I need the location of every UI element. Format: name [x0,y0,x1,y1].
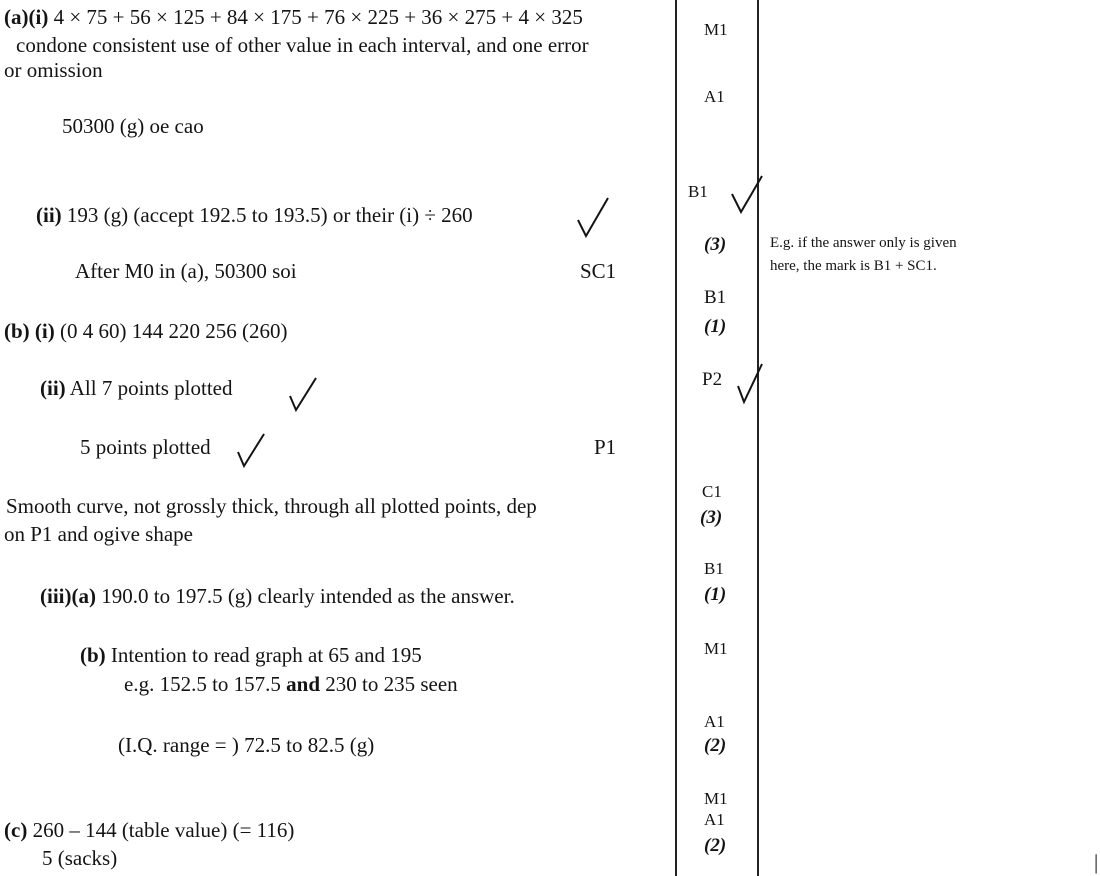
column-divider-left [675,0,677,876]
part-c-label: (c) [4,818,28,842]
tick-mark-icon [728,172,768,222]
mark-total-3: (3) [704,234,727,255]
mark-b1: B1 [688,182,708,201]
part-b-iii-line [40,584,515,608]
mark-p2: P2 [702,369,723,390]
part-b-ii-text: All 7 points plotted [65,376,233,400]
part-a-ii-after: After M0 in (a), 50300 soi [75,259,297,283]
eg-text-2: 230 to 235 seen [325,672,458,696]
part-a-ii-text: 193 (g) (accept 192.5 to 193.5) or their (i) ÷ 260 [61,203,473,227]
tick-mark-icon [234,428,270,472]
eg-text: e.g. 152.5 to 157.5 [124,672,281,696]
part-b-ii-line [40,376,233,400]
part-a-ii-sc: SC1 [580,259,617,283]
iq-range-text: (I.Q. range = ) 72.5 to 82.5 (g) [118,733,375,757]
tick-mark-icon [734,360,768,410]
guidance-line-2: here, the mark is B1 + SC1. [770,258,937,274]
mark-b1-third: B1 [704,559,724,578]
tick-mark-icon [286,372,322,416]
part-b-iii-label: (iii)(a) [40,584,96,608]
column-divider-right [757,0,759,876]
part-b-ii-label: (ii) [40,376,66,400]
part-c-answer: 5 (sacks) [42,846,118,870]
part-b-iii-b-text: Intention to read graph at 65 and 195 [105,643,422,667]
guidance-line-1: E.g. if the answer only is given [770,235,957,251]
mark-m1-c: M1 [704,789,728,808]
mark-total-2-b: (2) [704,835,727,856]
part-b-iii-b-label: (b) [80,643,106,667]
mark-total-1-b: (1) [704,584,727,605]
part-a-i-expression: 4 × 75 + 56 × 125 + 84 × 175 + 76 × 225 + 36 × 275 + 4 × 325 [48,5,583,29]
edge-bar: | [1094,850,1099,874]
part-b-eg-line [124,672,458,696]
part-b-iii-b-line [80,643,422,667]
and-text: and [280,672,326,696]
mark-total-3-b: (3) [700,507,723,528]
mark-a1-c: A1 [704,810,725,829]
part-a-i-line [4,5,583,29]
part-b-iii-text: 190.0 to 197.5 (g) clearly intended as the answer. [95,584,515,608]
curve-text-1: Smooth curve, not grossly thick, through all plotted points, dep [6,494,537,518]
five-points-text: 5 points plotted [80,435,211,459]
part-a-i-note-2: or omission [4,58,103,82]
part-b-i-line [4,319,287,343]
mark-c1: C1 [702,482,722,501]
part-c-text: 260 – 144 (table value) (= 116) [27,818,295,842]
mark-total-1: (1) [704,316,727,337]
part-a-i-note-1: condone consistent use of other value in each interval, and one error [16,33,589,57]
part-a-i-label: (a)(i) [4,5,49,29]
part-b-i-label: (b) (i) [4,319,55,343]
curve-text-2: on P1 and ogive shape [4,522,193,546]
p1-mark: P1 [594,435,617,459]
part-a-ii-label: (ii) [36,203,62,227]
part-c-line [4,818,294,842]
part-a-i-answer: 50300 (g) oe cao [62,114,204,138]
mark-total-2: (2) [704,735,727,756]
part-a-ii-line [36,203,473,227]
mark-b1-second: B1 [704,287,727,308]
mark-a1-b: A1 [704,712,725,731]
mark-m1: M1 [704,20,728,39]
part-b-i-values: (0 4 60) 144 220 256 (260) [54,319,288,343]
tick-mark-icon [574,192,614,242]
mark-a1: A1 [704,87,725,106]
mark-m1-b: M1 [704,639,728,658]
